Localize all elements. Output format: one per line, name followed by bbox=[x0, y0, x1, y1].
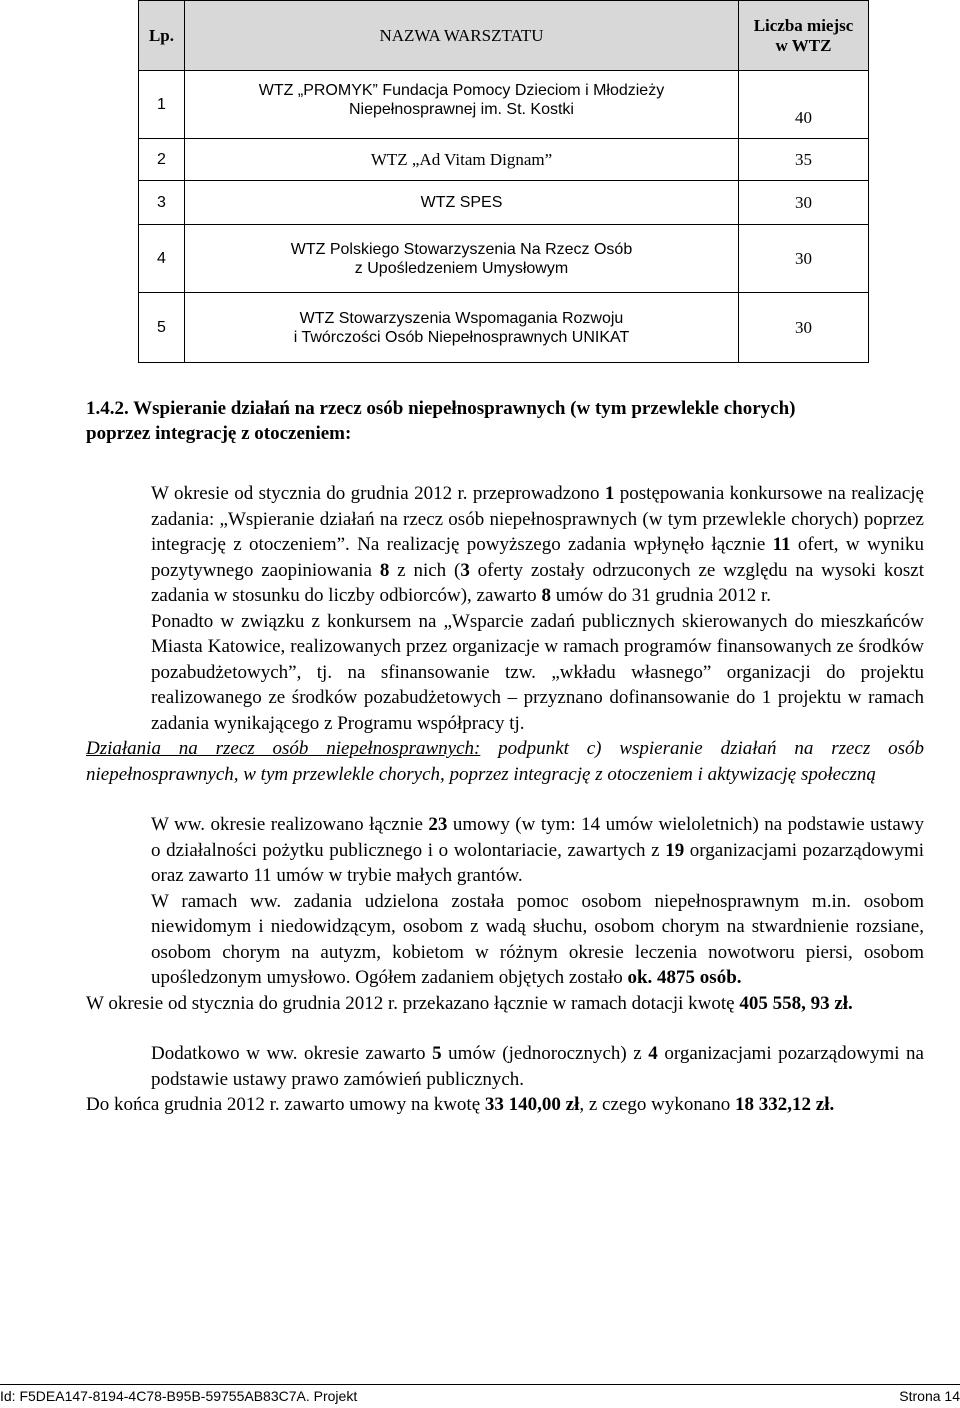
row-count: 30 bbox=[739, 181, 869, 225]
p6-text: organizacjami pozarządowymi na podstawie ustawy prawo zamówień publicznych. bbox=[151, 1043, 924, 1090]
row-lp: 5 bbox=[139, 293, 185, 363]
row-count: 35 bbox=[739, 139, 869, 181]
row-name-line2: Niepełnosprawnej im. St. Kostki bbox=[349, 101, 574, 118]
p1-count-contracts: 8 bbox=[541, 585, 551, 606]
row-name bbox=[185, 71, 739, 139]
row-name-line1: WTZ „PROMYK” Fundacja Pomocy Dzieciom i Młodzieży bbox=[258, 82, 665, 99]
section-heading-line1: 1.4.2. Wspieranie działań na rzecz osób niepełnosprawnych (w tym przewlekle chorych) bbox=[86, 398, 796, 419]
p7-text: Do końca grudnia 2012 r. zawarto umowy na kwotę bbox=[86, 1094, 485, 1115]
row-name: WTZ „Ad Vitam Dignam” bbox=[185, 139, 739, 181]
row-count: 30 bbox=[739, 293, 869, 363]
p6-count-agreements: 5 bbox=[432, 1043, 442, 1064]
p1-count-offers: 11 bbox=[772, 534, 791, 555]
paragraph-5 bbox=[86, 991, 924, 1017]
p1-count-rejected: 3 bbox=[460, 559, 470, 581]
row-count: 40 bbox=[739, 71, 869, 139]
p1-text: postępowania konkursowe na realizację zadania: „Wspieranie działań na rzecz osób niepełnosprawnych (w tym przewlekle chorych) poprzez integrację z otoczeniem”. Na realizację powyższego zadania wpłynęło łącznie bbox=[151, 483, 924, 555]
p6-count-organizations: 4 bbox=[648, 1043, 658, 1064]
italic-subpoint bbox=[86, 736, 924, 787]
paragraph-2 bbox=[86, 609, 924, 737]
italic-underlined: Działania na rzecz osób niepełnosprawnych: bbox=[86, 738, 481, 759]
row-lp: 1 bbox=[139, 71, 185, 139]
row-name: WTZ SPES bbox=[185, 181, 739, 225]
header-count bbox=[739, 1, 869, 71]
p1-count-procedures: 1 bbox=[604, 483, 615, 504]
p1-count-approved: 8 bbox=[379, 559, 390, 581]
row-name-line1: WTZ Stowarzyszenia Wspomagania Rozwoju bbox=[299, 309, 624, 327]
header-name: NAZWA WARSZTATU bbox=[185, 1, 739, 71]
paragraph-4 bbox=[86, 889, 924, 991]
p1-text: z nich ( bbox=[389, 559, 461, 581]
table-row bbox=[139, 225, 869, 293]
p1-text: W okresie od stycznia do grudnia 2012 r. przeprowadzono bbox=[151, 483, 605, 504]
table-row bbox=[139, 71, 869, 139]
section-heading-line2: poprzez integrację z otoczeniem: bbox=[86, 423, 352, 444]
spacer bbox=[86, 1016, 924, 1041]
row-name bbox=[185, 293, 739, 363]
header-count-line2: w WTZ bbox=[775, 35, 832, 55]
row-lp: 4 bbox=[139, 225, 185, 293]
p3-count-agreements: 23 bbox=[428, 814, 448, 835]
p3-text: umowy (w tym: 14 umów wieloletnich) na podstawie ustawy o działalności pożytku publicznego i o wolontariacie, zawartych z bbox=[151, 814, 924, 861]
table-row bbox=[139, 181, 869, 225]
p2-text: Ponadto w związku z konkursem na „Wsparcie zadań publicznych skierowanych do mieszkańców Miasta Katowice, realizowanych przez organizacje w ramach programów finansowanych ze środków pozabudżetowych”, tj. na sfinansowanie tzw. „wkładu własnego” organizacji do projektu realizowanego ze środków pozabudżetowych – przyznano dofinansowanie do 1 projektu w ramach zadania wynikającego z Programu współpracy tj. bbox=[151, 610, 924, 734]
p4-text: W ramach ww. zadania udzielona została pomoc osobom niepełnosprawnym m.in. osobom niewidomym i niedowidzącym, osobom z wadą słuchu, osobom chorym na stwardnienie rozsiane, osobom chorym na autyzm, kobietom w różnym okresie leczenia nowotworu piersi, osobom upośledzonym umysłowo. Ogółem zadaniem objętych zostało bbox=[151, 890, 924, 988]
spacer bbox=[86, 787, 924, 812]
table-row bbox=[139, 139, 869, 181]
p6-text: umów (jednorocznych) z bbox=[441, 1043, 649, 1064]
row-name-line2: z Upośledzeniem Umysłowym bbox=[354, 259, 569, 277]
paragraph-3 bbox=[86, 812, 924, 889]
p5-amount: 405 558, 93 zł. bbox=[739, 992, 853, 1014]
document-body bbox=[86, 481, 924, 1118]
row-name bbox=[185, 225, 739, 293]
footer-page-number: Strona 14 bbox=[899, 1388, 960, 1404]
footer-document-id: Id: F5DEA147-8194-4C78-B95B-59755AB83C7A. Projekt bbox=[0, 1388, 358, 1404]
header-count-line1: Liczba miejsc bbox=[753, 15, 854, 35]
p1-text: umów do 31 grudnia 2012 r. bbox=[550, 585, 772, 606]
p3-text: organizacjami pozarządowymi oraz zawarto 11 umów w trybie małych grantów. bbox=[151, 839, 925, 886]
paragraph-6 bbox=[86, 1041, 924, 1092]
p7-amount-executed: 18 332,12 zł. bbox=[735, 1094, 835, 1115]
p6-text: Dodatkowo w ww. okresie zawarto bbox=[151, 1043, 433, 1064]
p1-text: ofert, w wyniku pozytywnego zaopiniowania bbox=[151, 534, 924, 581]
footer-rule bbox=[0, 1384, 960, 1385]
p7-amount-contracted: 33 140,00 zł bbox=[484, 1094, 580, 1115]
p5-text: W okresie od stycznia do grudnia 2012 r. przekazano łącznie w ramach dotacji kwotę bbox=[86, 992, 740, 1014]
p1-text: oferty zostały odrzuconych ze względu na wysoki koszt zadania w stosunku do liczby odbiorców), zawarto bbox=[151, 559, 924, 606]
header-lp: Lp. bbox=[139, 1, 185, 71]
paragraph-1 bbox=[86, 481, 924, 609]
row-count: 30 bbox=[739, 225, 869, 293]
wtz-table bbox=[138, 0, 869, 363]
row-lp: 2 bbox=[139, 139, 185, 181]
p3-text: W ww. okresie realizowano łącznie bbox=[151, 814, 429, 835]
italic-rest: podpunkt c) wspieranie działań na rzecz osób niepełnosprawnych, w tym przewlekle chorych, poprzez integrację z otoczeniem i aktywizację społeczną bbox=[86, 738, 924, 785]
table-header-row bbox=[139, 1, 869, 71]
row-name-line2: i Twórczości Osób Niepełnosprawnych UNIKAT bbox=[293, 328, 630, 346]
section-heading bbox=[86, 396, 924, 446]
p4-persons-total: ok. 4875 osób. bbox=[627, 967, 742, 988]
row-lp: 3 bbox=[139, 181, 185, 225]
paragraph-7 bbox=[86, 1092, 924, 1118]
table-row bbox=[139, 293, 869, 363]
p3-count-organizations: 19 bbox=[665, 839, 685, 861]
row-name-line1: WTZ Polskiego Stowarzyszenia Na Rzecz Osób bbox=[290, 240, 633, 258]
p7-text: , z czego wykonano bbox=[579, 1094, 736, 1115]
